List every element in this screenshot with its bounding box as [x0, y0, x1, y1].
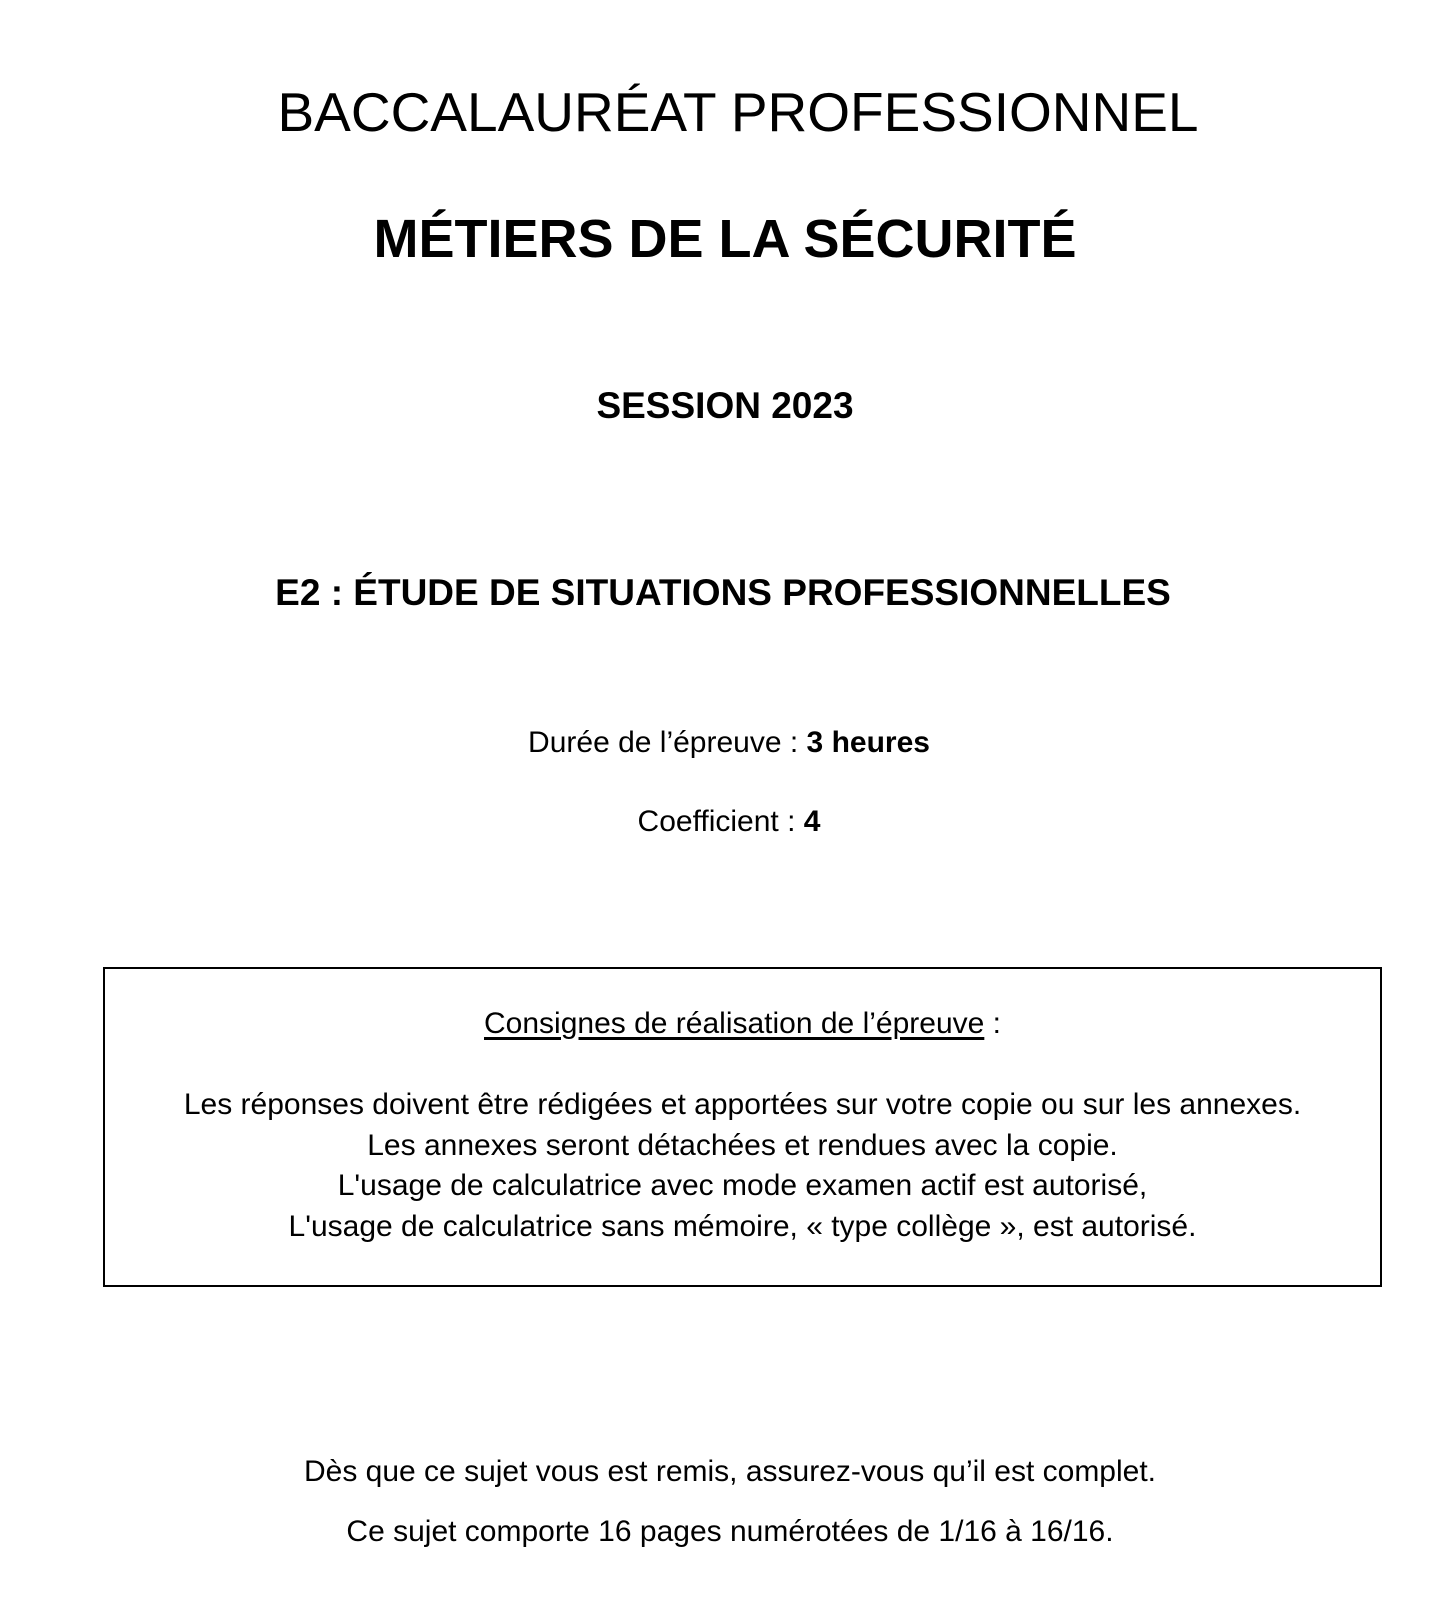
instructions-heading	[105, 1007, 1380, 1041]
duration-line	[8, 726, 1442, 760]
instruction-line: L'usage de calculatrice avec mode examen actif est autorisé,	[337, 1169, 1148, 1202]
instruction-line: Les annexes seront détachées et rendues avec la copie.	[367, 1128, 1118, 1162]
instructions-heading-text: Consignes de réalisation de l’épreuve	[484, 1007, 985, 1040]
document-subtitle: MÉTIERS DE LA SÉCURITÉ	[373, 209, 1077, 269]
duration-label: Durée de l’épreuve :	[528, 726, 807, 759]
instructions-heading-suffix: :	[984, 1007, 1001, 1040]
instruction-line: L'usage de calculatrice sans mémoire, « type collège », est autorisé.	[288, 1209, 1197, 1243]
session-label: SESSION 2023	[596, 385, 854, 426]
coefficient-label: Coefficient :	[637, 805, 804, 838]
coefficient-line	[8, 805, 1442, 839]
instruction-line: Les réponses doivent être rédigées et apportées sur votre copie ou sur les annexes.	[183, 1088, 1302, 1121]
page-count-notice: Ce sujet comporte 16 pages numérotées de 1/16 à 16/16.	[346, 1515, 1114, 1548]
duration-value: 3 heures	[806, 726, 930, 759]
instructions-list	[105, 1085, 1380, 1247]
document-title: BACCALAURÉAT PROFESSIONNEL	[277, 81, 1199, 143]
completeness-notice: Dès que ce sujet vous est remis, assurez-vous qu’il est complet.	[303, 1455, 1157, 1488]
exam-title: E2 : ÉTUDE DE SITUATIONS PROFESSIONNELLES	[275, 572, 1171, 613]
instructions-box	[103, 967, 1382, 1287]
coefficient-value: 4	[803, 805, 821, 838]
